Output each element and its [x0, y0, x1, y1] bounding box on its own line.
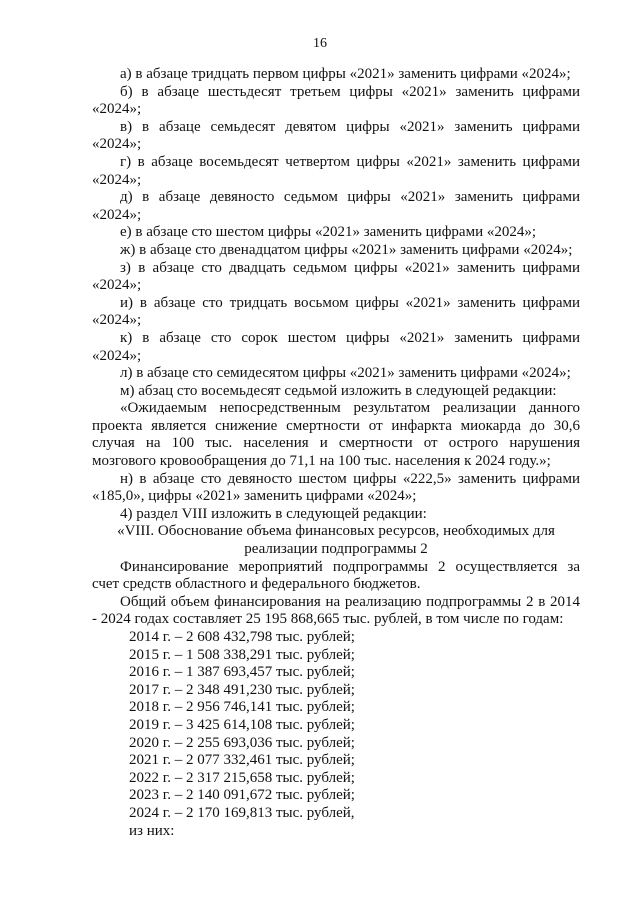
- paragraph-zh: ж) в абзаце сто двенадцатом цифры «2021» заменить цифрами «2024»;: [120, 241, 573, 258]
- year-row: 2018 г. – 2 956 746,141 тыс. рублей;: [129, 699, 355, 716]
- paragraph-d-line1: д) в абзаце девяносто седьмом цифры «2021» заменить цифрами: [120, 189, 580, 206]
- year-row: 2023 г. – 2 140 091,672 тыс. рублей;: [129, 787, 355, 804]
- paragraph-v-line1: в) в абзаце семьдесят девятом цифры «2021» заменить цифрами: [120, 118, 580, 135]
- paragraph-a: а) в абзаце тридцать первом цифры «2021» заменить цифрами «2024»;: [120, 66, 571, 82]
- paragraph-v-line2: «2024»;: [92, 136, 142, 153]
- paragraph-n-line1: н) в абзаце сто девяносто шестом цифры «222,5» заменить цифрами: [120, 470, 580, 487]
- paragraph-e: е) в абзаце сто шестом цифры «2021» заменить цифрами «2024»;: [120, 224, 537, 241]
- paragraph-g-line2: «2024»;: [92, 171, 142, 188]
- year-row: 2024 г. – 2 170 169,813 тыс. рублей,: [129, 804, 355, 821]
- year-row: 2019 г. – 3 425 614,108 тыс. рублей;: [129, 716, 355, 733]
- paragraph-i-line2: «2024»;: [92, 312, 142, 329]
- item-4: 4) раздел VIII изложить в следующей редакции:: [120, 505, 427, 522]
- paragraph-z-line2: «2024»;: [92, 277, 142, 294]
- paragraph-d-line2: «2024»;: [92, 206, 142, 223]
- year-row: 2020 г. – 2 255 693,036 тыс. рублей;: [129, 734, 355, 751]
- paragraph-k-line1: к) в абзаце сто сорок шестом цифры «2021» заменить цифрами: [120, 329, 580, 346]
- year-row: 2022 г. – 2 317 215,658 тыс. рублей;: [129, 769, 355, 786]
- year-row: 2014 г. – 2 608 432,798 тыс. рублей;: [129, 629, 355, 645]
- total-line2: - 2024 годах составляет 25 195 868,665 тыс. рублей, в том числе по годам:: [92, 611, 564, 628]
- document-body: [92, 66, 580, 840]
- quote-line4: мозгового кровообращения до 71,1 на 100 тыс. населения к 2024 году.»;: [92, 453, 551, 470]
- quote-line3: случая на 100 тыс. населения и смертности от острого нарушения: [92, 435, 580, 452]
- section-heading-line2: реализации подпрограммы 2: [244, 541, 428, 558]
- section-heading-line1: «VIII. Обоснование объема финансовых ресурсов, необходимых для: [117, 523, 555, 540]
- paragraph-k-line2: «2024»;: [92, 347, 142, 364]
- financing-line1: Финансирование мероприятий подпрограммы 2 осуществляется за: [120, 558, 580, 575]
- year-row: 2016 г. – 1 387 693,457 тыс. рублей;: [129, 664, 355, 681]
- paragraph-n-line2: «185,0», цифры «2021» заменить цифрами «2024»;: [92, 488, 417, 505]
- quote-line2: проекта является снижение смертности от инфаркта миокарда до 30,6: [92, 417, 580, 434]
- quote-line1: «Ожидаемым непосредственным результатом реализации данного: [120, 400, 580, 417]
- total-line1: Общий объем финансирования на реализацию подпрограммы 2 в 2014: [120, 593, 580, 610]
- financing-line2: счет средств областного и федерального бюджетов.: [92, 576, 421, 593]
- paragraph-b-line1: б) в абзаце шестьдесят третьем цифры «2021» заменить цифрами: [120, 83, 580, 100]
- year-row: 2021 г. – 2 077 332,461 тыс. рублей;: [129, 752, 355, 769]
- paragraph-g-line1: г) в абзаце восемьдесят четвертом цифры «2021» заменить цифрами: [120, 153, 580, 170]
- year-row: 2017 г. – 2 348 491,230 тыс. рублей;: [129, 681, 355, 698]
- page-number: 16: [313, 36, 327, 51]
- paragraph-i-line1: и) в абзаце сто тридцать восьмом цифры «2021» заменить цифрами: [120, 294, 580, 311]
- paragraph-m: м) абзац сто восемьдесят седьмой изложить в следующей редакции:: [120, 382, 557, 399]
- paragraph-z-line1: з) в абзаце сто двадцать седьмом цифры «2021» заменить цифрами: [120, 259, 580, 276]
- year-row: 2015 г. – 1 508 338,291 тыс. рублей;: [129, 646, 355, 663]
- paragraph-l: л) в абзаце сто семидесятом цифры «2021» заменить цифрами «2024»;: [120, 365, 571, 382]
- tail-text: из них:: [129, 822, 175, 839]
- paragraph-b-line2: «2024»;: [92, 101, 142, 118]
